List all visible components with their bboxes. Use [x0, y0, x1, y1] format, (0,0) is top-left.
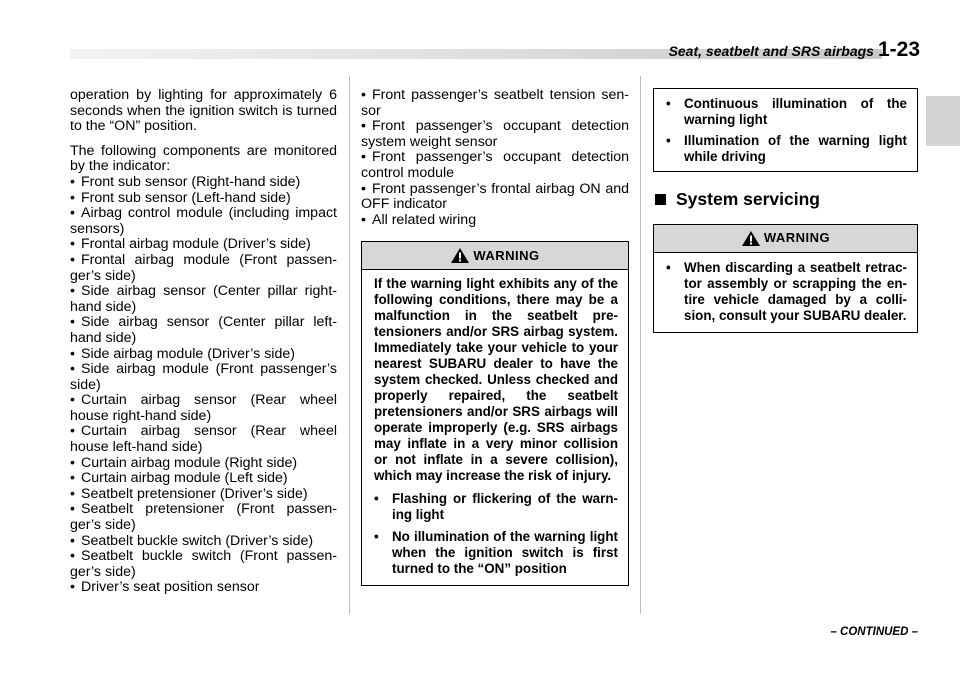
- list-item: • Frontal airbag module (Front passenger’s side): [70, 253, 337, 284]
- list-item: • Side airbag module (Front passenger’s side): [70, 362, 337, 393]
- continued-marker: – CONTINUED –: [830, 626, 918, 638]
- list-item: • Frontal airbag module (Driver’s side): [70, 237, 337, 253]
- warning-triangle-icon: [450, 247, 470, 264]
- column-right: [653, 88, 918, 333]
- warning-bullet: • When discarding a seatbelt retractor assembly or scrapping the entire vehicle damaged by a collision, consult your SUBARU dealer.: [666, 259, 907, 323]
- list-item: • Airbag control module (including impact sensors): [70, 206, 337, 237]
- list-item: • Front passenger’s occupant detection system weight sensor: [361, 119, 629, 150]
- list-item: • Side airbag module (Driver’s side): [70, 347, 337, 363]
- section-header-title: Seat, seatbelt and SRS airbags: [668, 43, 874, 59]
- list-item: • Front passenger’s occupant detection control module: [361, 150, 629, 181]
- chapter-tab: [926, 96, 960, 146]
- page-number: 1-23: [877, 38, 920, 61]
- list-item: • Front sub sensor (Left-hand side): [70, 191, 337, 207]
- list-item: • Curtain airbag sensor (Rear wheel house left-hand side): [70, 424, 337, 455]
- warning-body: [362, 270, 628, 585]
- column-middle: [361, 88, 629, 586]
- square-bullet-icon: [655, 194, 666, 205]
- list-item: • Front sub sensor (Right-hand side): [70, 175, 337, 191]
- warning-triangle-icon: [741, 230, 761, 247]
- list-item: • Front passenger’s frontal airbag ON and OFF indicator: [361, 182, 629, 213]
- warning-label: WARNING: [473, 247, 540, 263]
- column-left: [70, 88, 337, 596]
- warning-bullet: • Illumination of the warning light while driving: [666, 133, 907, 164]
- list-item: • Curtain airbag module (Right side): [70, 456, 337, 472]
- list-item: • Curtain airbag sensor (Rear wheel house right-hand side): [70, 393, 337, 424]
- list-item: • Seatbelt buckle switch (Driver’s side): [70, 534, 337, 550]
- warning-box: [361, 241, 629, 586]
- list-item: • Side airbag sensor (Center pillar right-hand side): [70, 284, 337, 315]
- warning-continued-box: [653, 88, 918, 172]
- column-divider: [640, 76, 641, 614]
- column-divider: [349, 76, 350, 614]
- monitored-components-list: [70, 175, 337, 596]
- warning-box: [653, 224, 918, 333]
- warning-header: [362, 242, 628, 270]
- page-header: [669, 38, 920, 62]
- warning-bullet: • Flashing or flickering of the warning light: [374, 491, 618, 523]
- list-item: • All related wiring: [361, 213, 629, 229]
- list-item: • Seatbelt pretensioner (Front passenger’s side): [70, 502, 337, 533]
- warning-bullet: • No illumination of the warning light when the ignition switch is first turned to the “ON” position: [374, 529, 618, 577]
- monitored-intro: The following components are monitored by the indicator:: [70, 142, 337, 175]
- intro-paragraph: operation by lighting for approximately 6 seconds when the ignition switch is turned to the “ON” position.: [70, 87, 337, 135]
- list-item: • Curtain airbag module (Left side): [70, 471, 337, 487]
- warning-body: [654, 253, 917, 332]
- warning-text: If the warning light exhibits any of the following conditions, there may be a malfunction in the seatbelt pretensioners and/or SRS airbag system. Immediately take your vehicle to your nearest SUBARU dealer to have the system checked. Unless checked and properly repaired, the seatbelt pretensioners and/or SRS airbags will operate improperly (e.g. SRS airbags may inflate in a very minor collision or not inflate in a severe collision), which may increase the risk of injury.: [374, 276, 618, 484]
- warning-label: WARNING: [763, 230, 831, 246]
- warning-header: [654, 225, 917, 253]
- list-item: • Seatbelt buckle switch (Front passenger’s side): [70, 549, 337, 580]
- section-heading: System servicing: [655, 192, 918, 208]
- list-item: • Front passenger’s seatbelt tension sensor: [361, 88, 629, 119]
- list-item: • Seatbelt pretensioner (Driver’s side): [70, 487, 337, 503]
- list-item: • Side airbag sensor (Center pillar left-hand side): [70, 315, 337, 346]
- warning-bullet: • Continuous illumination of the warning light: [666, 96, 907, 127]
- list-item: • Driver’s seat position sensor: [70, 580, 337, 596]
- monitored-components-list-continued: [361, 88, 629, 228]
